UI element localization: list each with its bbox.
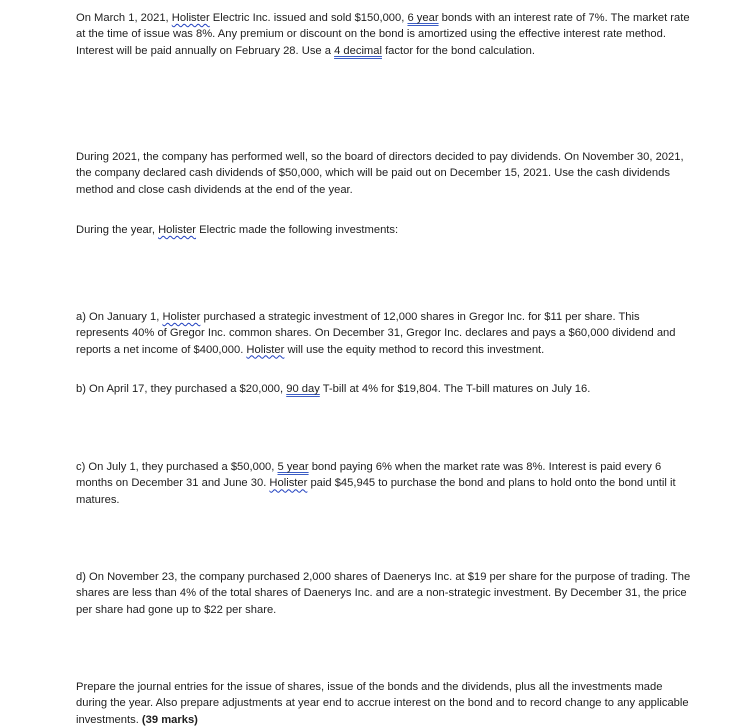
grammar-flag: 6 year: [407, 12, 439, 24]
spellcheck-word: Holister: [246, 343, 285, 356]
grammar-flag: 90 day: [286, 383, 320, 395]
dividends-paragraph: During 2021, the company has performed well, so the board of directors decided to pay dividends. On November 30, 2021, the company declared cash dividends of $50,000, which will be paid out on December 15, 2021. Use the cash dividends method and close cash dividends at the end of the year.: [76, 151, 684, 196]
spellcheck-word: Holister: [158, 224, 197, 236]
spellcheck-word: Holister: [269, 477, 308, 490]
investment-a-paragraph: a) On January 1, Holister purchased a strategic investment of 12,000 shares in Gregor Inc. for $11 per share. This represents 40% of Gregor Inc. common shares. On December 31, Gregor Inc. declares and pays a $60,000 dividend and reports a net income of $400,000. Holister will use the equity method to record this investment.: [76, 311, 676, 356]
grammar-flag: 5 year: [277, 461, 309, 473]
investment-c-paragraph: c) On July 1, they purchased a $50,000, 5 year bond paying 6% when the market rate was 8%. Interest is paid every 6 months on December 31 and June 30. Holister paid $45,945 to purchase the bond and plans to hold onto the bond until it matures.: [76, 461, 676, 506]
investment-b-paragraph: b) On April 17, they purchased a $20,000, 90 day T-bill at 4% for $19,804. The T-bill matures on July 16.: [76, 383, 591, 395]
spellcheck-word: Holister: [162, 311, 201, 323]
bond-issue-paragraph: On March 1, 2021, Holister Electric Inc. issued and sold $150,000, 6 year bonds with an interest rate of 7%. The market rate at the time of issue was 8%. Any premium or discount on the bond is amortized using the effective interest rate method. Interest will be paid annually on February 28. Use a 4 decimal factor for the bond calculation.: [76, 12, 690, 57]
spellcheck-word: Holister: [171, 12, 210, 24]
instructions-paragraph: Prepare the journal entries for the issue of shares, issue of the bonds and the dividends, plus all the investments made during the year. Also prepare adjustments at year end to accrue interest on the bond and to record change to any applicable investments. (39 marks): [76, 681, 689, 726]
grammar-flag: 4 decimal: [334, 44, 382, 57]
marks-label: (39 marks): [141, 713, 198, 726]
investment-d-paragraph: d) On November 23, the company purchased 2,000 shares of Daenerys Inc. at $19 per share for the purpose of trading. The shares are less than 4% of the total shares of Daenerys Inc. and are a non-strategic investment. By December 31, the price per share had gone up to $22 per share.: [76, 571, 691, 616]
investments-intro-paragraph: During the year, Holister Electric made the following investments:: [76, 224, 399, 236]
